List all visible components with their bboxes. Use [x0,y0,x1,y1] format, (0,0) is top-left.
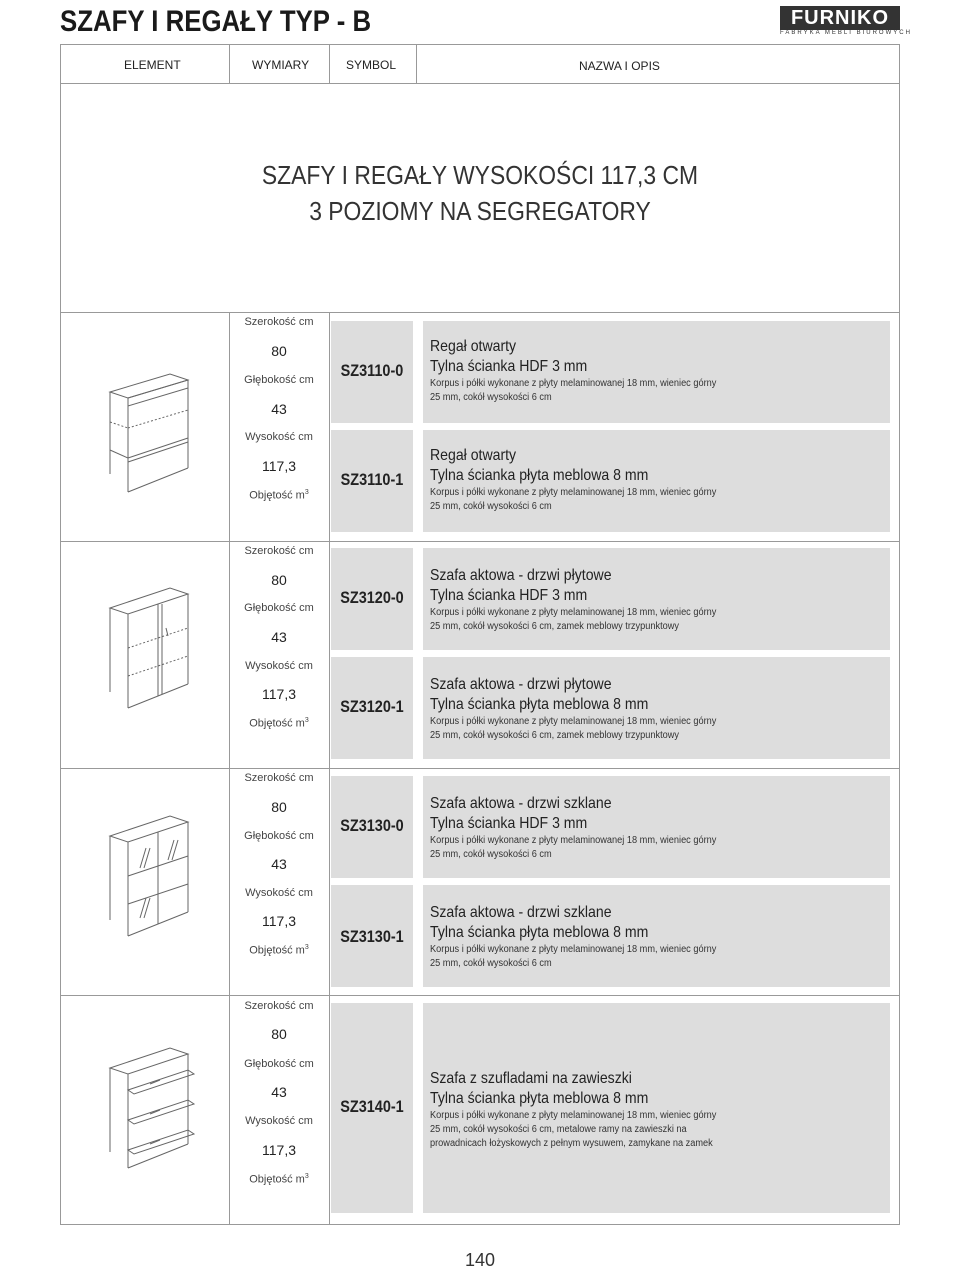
symbol-cell [331,885,413,987]
product-description-line-1: Korpus i półki wykonane z płyty melaminowanej 18 mm, wieniec górny [430,487,717,498]
product-description-line-2: 25 mm, cokół wysokości 6 cm [430,958,552,969]
product-symbol: SZ3130-0 [340,816,404,835]
symbol-cell [331,430,413,532]
product-symbol: SZ3140-1 [340,1097,404,1116]
description-cell [423,430,890,532]
label-depth: Głębokość cm [244,830,314,842]
brand-logo [780,6,912,38]
product-symbol: SZ3120-0 [340,588,404,607]
product-back-panel: Tylna ścianka płyta meblowa 8 mm [430,696,649,713]
product-name: Szafa aktowa - drzwi szklane [430,795,612,812]
product-back-panel: Tylna ścianka płyta meblowa 8 mm [430,467,649,484]
label-width: Szerokość cm [244,772,314,784]
product-name: Szafa aktowa - drzwi płytowe [430,676,612,693]
label-depth: Głębokość cm [244,1058,314,1070]
label-width: Szerokość cm [244,1000,314,1012]
label-depth: Głębokość cm [244,602,314,614]
label-depth: Głębokość cm [244,374,314,386]
product-description-line-2: 25 mm, cokół wysokości 6 cm [430,392,552,403]
label-volume: Objętość $m^3$ [249,489,309,502]
open-shelf-illustration [100,372,200,502]
section-title-line-2: 3 POZIOMY NA SEGREGATORY [309,196,651,226]
product-name: Regał otwarty [430,447,517,464]
label-volume: Objętość $m^3$ [249,944,309,957]
product-symbol: SZ3130-1 [340,927,404,946]
product-description-line-3: prowadnicach łożyskowych z pełnym wysuwem, zamykane na zamek [430,1138,713,1149]
product-description-line-2: 25 mm, cokół wysokości 6 cm, zamek meblowy trzypunktowy [430,621,679,632]
description-cell [423,657,890,759]
description-cell [423,885,890,987]
product-description-line-1: Korpus i półki wykonane z płyty melaminowanej 18 mm, wieniec górny [430,716,717,727]
label-width: Szerokość cm [244,545,314,557]
logo-text: FURNIKO [790,7,890,29]
product-description-line-1: Korpus i półki wykonane z płyty melaminowanej 18 mm, wieniec górny [430,378,717,389]
value-height: 117,3 [262,1142,296,1158]
product-symbol: SZ3120-1 [340,697,404,716]
product-name: Szafa aktowa - drzwi szklane [430,904,612,921]
product-name: Szafa aktowa - drzwi płytowe [430,567,612,584]
description-cell [423,1003,890,1213]
value-depth: 43 [271,401,287,417]
table-header-row [60,44,900,84]
value-depth: 43 [271,856,287,872]
product-description-line-2: 25 mm, cokół wysokości 6 cm, metalowe ramy na zawieszki na [430,1124,687,1135]
symbol-cell [331,548,413,650]
value-depth: 43 [271,1084,287,1100]
value-width: 80 [271,799,287,815]
product-description-line-1: Korpus i półki wykonane z płyty melaminowanej 18 mm, wieniec górny [430,1110,717,1121]
product-description-line-2: 25 mm, cokół wysokości 6 cm [430,849,552,860]
product-description-line-1: Korpus i półki wykonane z płyty melaminowanej 18 mm, wieniec górny [430,607,717,618]
value-width: 80 [271,1026,287,1042]
product-name: Regał otwarty [430,338,517,355]
product-back-panel: Tylna ścianka HDF 3 mm [430,587,588,604]
value-width: 80 [271,343,287,359]
label-height: Wysokość cm [245,1115,313,1127]
product-back-panel: Tylna ścianka HDF 3 mm [430,815,588,832]
symbol-cell [331,657,413,759]
product-description-line-2: 25 mm, cokół wysokości 6 cm, zamek meblowy trzypunktowy [430,730,679,741]
product-back-panel: Tylna ścianka płyta meblowa 8 mm [430,924,649,941]
column-header-nazwa: NAZWA I OPIS [579,59,660,73]
value-height: 117,3 [262,686,296,702]
label-height: Wysokość cm [245,660,313,672]
product-name: Szafa z szufladami na zawieszki [430,1070,632,1087]
cabinet-glass-doors-illustration [100,808,200,948]
column-header-symbol: SYMBOL [346,58,397,72]
product-back-panel: Tylna ścianka płyta meblowa 8 mm [430,1090,649,1107]
product-description-line-1: Korpus i półki wykonane z płyty melaminowanej 18 mm, wieniec górny [430,944,717,955]
label-height: Wysokość cm [245,887,313,899]
label-volume: Objętość $m^3$ [249,1173,309,1186]
symbol-cell [331,776,413,878]
product-symbol: SZ3110-1 [340,470,404,489]
product-description-line-1: Korpus i półki wykonane z płyty melaminowanej 18 mm, wieniec górny [430,835,717,846]
description-cell [423,548,890,650]
section-title-line-1: SZAFY I REGAŁY WYSOKOŚCI 117,3 CM [261,160,699,190]
description-cell [423,776,890,878]
product-symbol: SZ3110-0 [340,361,404,380]
value-height: 117,3 [262,913,296,929]
page-number: 140 [464,1250,496,1270]
value-depth: 43 [271,629,287,645]
value-width: 80 [271,572,287,588]
logo-subtitle: FABRYKA MEBLI BIUROWYCH [780,30,912,36]
column-header-wymiary: WYMIARY [252,58,310,72]
page-header-title: SZAFY I REGAŁY TYP - B [60,5,372,38]
symbol-cell [331,321,413,423]
column-header-element: ELEMENT [124,58,181,72]
label-height: Wysokość cm [245,431,313,443]
description-cell [423,321,890,423]
value-height: 117,3 [262,458,296,474]
cabinet-board-doors-illustration [100,580,200,720]
label-volume: Objętość $m^3$ [249,717,309,730]
label-width: Szerokość cm [244,316,314,328]
cabinet-drawers-illustration [100,1040,200,1180]
product-description-line-2: 25 mm, cokół wysokości 6 cm [430,501,552,512]
symbol-cell [331,1003,413,1213]
product-back-panel: Tylna ścianka HDF 3 mm [430,358,588,375]
